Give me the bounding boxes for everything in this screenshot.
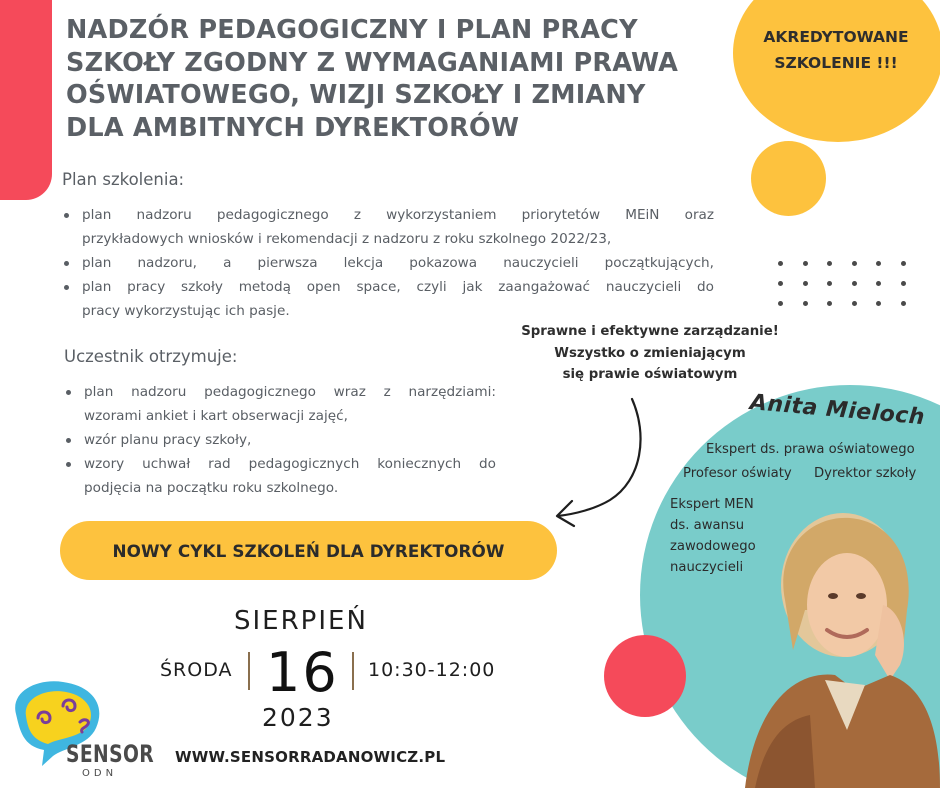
decorative-red-circle bbox=[604, 635, 686, 717]
callout-line: się prawie oświatowym bbox=[562, 367, 738, 382]
callout-text bbox=[500, 321, 800, 386]
trainer-role: Ekspert ds. prawa oświatowego bbox=[706, 442, 915, 457]
list-item bbox=[64, 428, 496, 452]
title-line: DLA AMBITNYCH DYREKTORÓW bbox=[66, 112, 520, 143]
list-item-line: przykładowych wniosków i rekomendacji z nadzoru z roku szkolnego 2022/23, bbox=[82, 231, 612, 247]
list-item-line: plan nadzoru, a pierwsza lekcja pokazowa nauczycieli początkujących, bbox=[82, 255, 714, 271]
callout-line: Wszystko o zmieniającym bbox=[554, 345, 746, 361]
event-month: SIERPIEŃ bbox=[234, 606, 368, 636]
list-item-line: podjęcia na początku roku szkolnego. bbox=[84, 480, 339, 496]
list-item bbox=[62, 275, 714, 323]
trainer-role-line: ds. awansu bbox=[670, 518, 745, 533]
badge-line: AKREDYTOWANE bbox=[763, 28, 909, 46]
website-link[interactable]: WWW.SENSORRADANOWICZ.PL bbox=[175, 748, 446, 766]
accreditation-badge bbox=[733, 24, 939, 76]
trainer-role-line: Ekspert MEN bbox=[670, 497, 754, 512]
title-line: NADZÓR PEDAGOGICZNY I PLAN PRACY bbox=[66, 15, 638, 45]
event-weekday: ŚRODA bbox=[160, 659, 233, 681]
decorative-red-bar bbox=[0, 0, 52, 200]
logo-text: SENSOR bbox=[66, 740, 155, 768]
list-item-line: pracy wykorzystując ich pasje. bbox=[82, 303, 290, 319]
title-line: SZKOŁY ZGODNY Z WYMAGANIAMI PRAWA bbox=[66, 47, 679, 78]
divider bbox=[248, 652, 250, 690]
list-item-line: wzorami ankiet i kart obserwacji zajęć, bbox=[84, 408, 348, 424]
trainer-role bbox=[670, 494, 756, 578]
event-year: 2023 bbox=[262, 703, 334, 732]
event-time: 10:30-12:00 bbox=[368, 659, 496, 681]
callout-line: Sprawne i efektywne zarządzanie! bbox=[521, 324, 779, 339]
plan-list bbox=[62, 203, 714, 323]
list-item-line: wzory uchwał rad pedagogicznych koniecznych do bbox=[84, 456, 496, 472]
event-day: 16 bbox=[266, 641, 339, 704]
curved-arrow-icon bbox=[550, 395, 650, 530]
list-item-line: plan nadzoru pedagogicznego z wykorzystaniem priorytetów MEiN oraz bbox=[82, 207, 714, 223]
trainer-role: Dyrektor szkoły bbox=[814, 466, 917, 481]
trainer-role-line: nauczycieli bbox=[670, 560, 744, 575]
list-item-line: wzór planu pracy szkoły, bbox=[84, 432, 252, 448]
list-item bbox=[62, 203, 714, 251]
list-item-line: plan pracy szkoły metodą open space, czyli jak zaangażować nauczycieli do bbox=[82, 279, 714, 295]
list-item-line: plan nadzoru pedagogicznego wraz z narzędziami: bbox=[84, 384, 496, 400]
logo-subtitle: ODN bbox=[82, 768, 118, 779]
list-item bbox=[64, 452, 496, 500]
trainer-role-line: zawodowego bbox=[670, 539, 756, 554]
divider bbox=[352, 652, 354, 690]
trainer-name: Anita Mieloch bbox=[748, 390, 926, 431]
participant-heading: Uczestnik otrzymuje: bbox=[64, 347, 238, 366]
plan-heading: Plan szkolenia: bbox=[62, 170, 185, 189]
participant-list bbox=[64, 380, 496, 500]
cta-button[interactable]: NOWY CYKL SZKOLEŃ DLA DYREKTORÓW bbox=[60, 521, 557, 580]
list-item bbox=[64, 380, 496, 428]
title-line: OŚWIATOWEGO, WIZJI SZKOŁY I ZMIANY bbox=[66, 80, 646, 110]
list-item bbox=[62, 251, 714, 275]
trainer-role: Profesor oświaty bbox=[683, 466, 792, 481]
badge-line: SZKOLENIE !!! bbox=[774, 54, 898, 72]
page-title bbox=[66, 14, 686, 144]
decorative-small-yellow-circle bbox=[751, 141, 826, 216]
decorative-dot-grid bbox=[778, 261, 918, 306]
